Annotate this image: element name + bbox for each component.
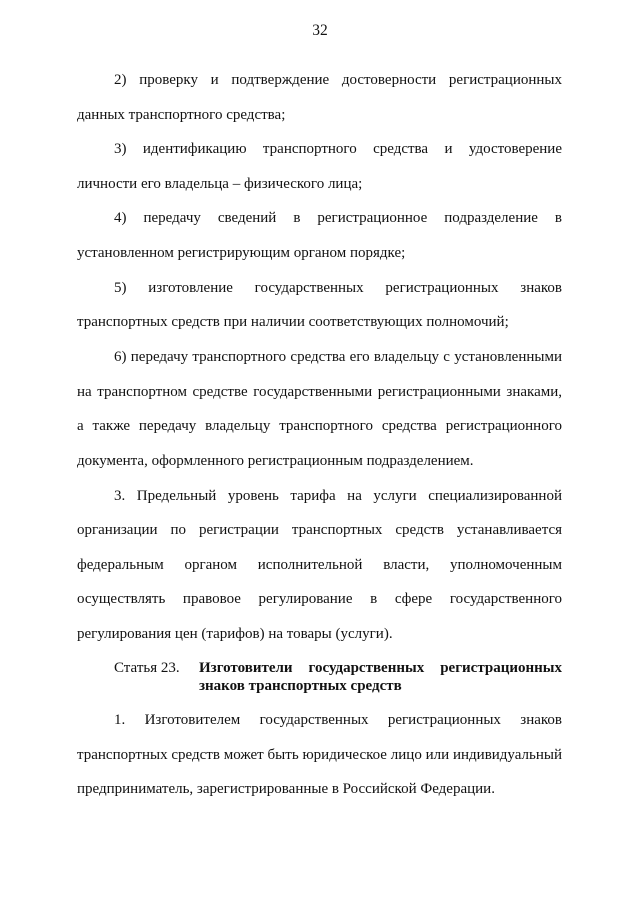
text-line: а также передачу владельцу транспортного средства регистрационного	[77, 418, 562, 434]
text-line: личности его владельца – физического лица;	[77, 176, 363, 192]
text-line: на транспортном средстве государственными регистрационными знаками,	[77, 384, 562, 400]
text-line: организации по регистрации транспортных средств устанавливается	[77, 522, 562, 538]
article-label: Статья 23.	[114, 660, 180, 676]
text-line: 4) передачу сведений в регистрационное подразделение в	[114, 210, 562, 226]
text-line: 5) изготовление государственных регистрационных знаков	[114, 280, 562, 296]
text-line: транспортных средств при наличии соответствующих полномочий;	[77, 314, 509, 330]
text-line: 6) передачу транспортного средства его владельцу с установленными	[114, 349, 562, 365]
text-line: федеральным органом исполнительной власти, уполномоченным	[77, 557, 562, 573]
article-title-line: знаков транспортных средств	[199, 678, 402, 694]
text-line: 2) проверку и подтверждение достоверности регистрационных	[114, 72, 562, 88]
text-line: 3. Предельный уровень тарифа на услуги специализированной	[114, 488, 562, 504]
text-line: предприниматель, зарегистрированные в Российской Федерации.	[77, 781, 495, 797]
text-line: 3) идентификацию транспортного средства и удостоверение	[114, 141, 562, 157]
text-line: регулирования цен (тарифов) на товары (услуги).	[77, 626, 393, 642]
page-number: 32	[312, 22, 328, 39]
text-line: 1. Изготовителем государственных регистрационных знаков	[114, 712, 562, 728]
text-line: установленном регистрирующим органом порядке;	[77, 245, 406, 261]
text-line: данных транспортного средства;	[77, 107, 286, 123]
text-line: документа, оформленного регистрационным подразделением.	[77, 453, 474, 469]
text-line: транспортных средств может быть юридическое лицо или индивидуальный	[77, 747, 562, 763]
text-line: осуществлять правовое регулирование в сфере государственного	[77, 591, 562, 607]
article-title-line: Изготовители государственных регистрационных	[199, 660, 562, 676]
